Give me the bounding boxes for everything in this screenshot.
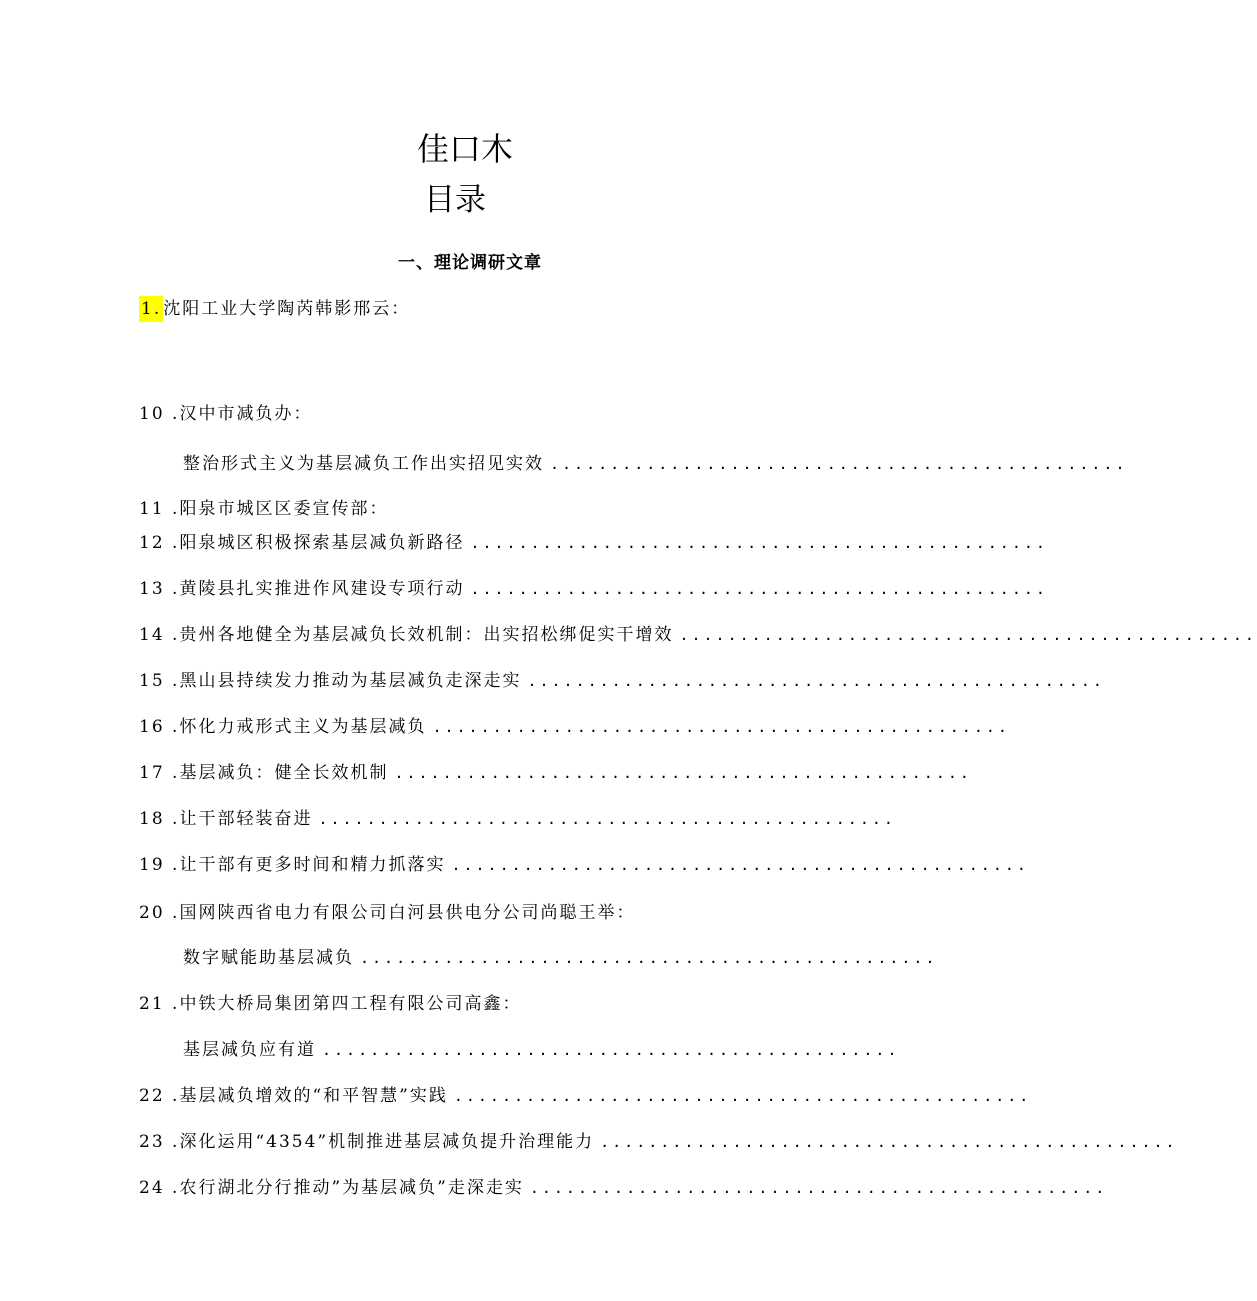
dot-leader: ................................................ [451, 856, 1029, 874]
toc-entry [139, 668, 1105, 694]
entry-text: 让干部轻装奋进 [179, 809, 313, 829]
entry-number: 22 . [139, 1086, 180, 1106]
dot-leader: ................................................ [550, 455, 1128, 473]
toc-entry [139, 714, 1010, 740]
entry-text: 数字赋能助基层减负 [183, 948, 354, 968]
entry-number-highlighted: 1. [139, 296, 163, 322]
dot-leader: ................................................ [360, 949, 938, 967]
dot-leader: ................................................ [529, 1179, 1108, 1197]
dot-leader: ................................................ [527, 672, 1105, 690]
dot-leader: ................................................ [318, 810, 896, 828]
entry-number: 23 . [139, 1132, 180, 1152]
toc-entry [139, 496, 848, 522]
dot-leader: ................................................ [470, 580, 1048, 598]
toc-entry [183, 1037, 900, 1063]
section-heading: 一、理论调研文章 [398, 253, 542, 273]
entry-text: 基层减负：健全长效机制 [179, 763, 389, 783]
dot-leader: ................................................ [470, 534, 1048, 552]
toc-entry [139, 1129, 1178, 1155]
dot-leader: ................................................ [679, 626, 1257, 644]
toc-entry [139, 622, 1257, 648]
entry-number: 24 . [139, 1178, 180, 1198]
toc-entry [139, 806, 896, 832]
entry-text: 怀化力戒形式主义为基层减负 [179, 717, 427, 737]
entry-text: 让干部有更多时间和精力抓落实 [179, 855, 446, 875]
toc-entry [183, 451, 1128, 477]
toc-entry [139, 760, 972, 786]
toc-entry [139, 296, 848, 322]
toc-entry [139, 852, 1029, 878]
toc-title: 目录 [424, 182, 486, 218]
dot-leader: ................................................ [600, 1133, 1178, 1151]
entry-number: 14 . [139, 625, 180, 645]
toc-entry [139, 900, 848, 926]
entry-text: 汉中市减负办： [179, 404, 313, 424]
entry-number: 15 . [139, 671, 180, 691]
entry-text: 整治形式主义为基层减负工作出实招见实效 [183, 454, 544, 474]
entry-text: 深化运用“4354”机制推进基层减负提升治理能力 [179, 1132, 595, 1152]
entry-text: 中铁大桥局集团第四工程有限公司高鑫： [179, 994, 522, 1014]
entry-number: 11 . [139, 499, 180, 519]
entry-text: 农行湖北分行推动”为基层减负”走深走实 [179, 1178, 524, 1198]
entry-number: 16 . [139, 717, 180, 737]
dot-leader: ................................................ [432, 718, 1010, 736]
dot-leader: ................................................ [394, 764, 972, 782]
toc-entry [139, 1083, 1032, 1109]
toc-entry [139, 1175, 1108, 1201]
dot-leader: ................................................ [453, 1087, 1032, 1105]
toc-entry [139, 401, 848, 427]
entry-text: 阳泉城区积极探索基层减负新路径 [179, 533, 465, 553]
entry-number: 10 . [139, 404, 180, 424]
entry-number: 18 . [139, 809, 180, 829]
document-title: 佳口木 [416, 130, 513, 168]
toc-entry [139, 991, 848, 1017]
entry-text: 沈阳工业大学陶芮韩影邢云： [163, 299, 411, 319]
entry-number: 13 . [139, 579, 180, 599]
entry-number: 12 . [139, 533, 180, 553]
entry-number: 17 . [139, 763, 180, 783]
entry-text: 贵州各地健全为基层减负长效机制：出实招松绑促实干增效 [179, 625, 674, 645]
toc-entry [183, 945, 938, 971]
entry-number: 19 . [139, 855, 180, 875]
entry-text: 黑山县持续发力推动为基层减负走深走实 [179, 671, 522, 691]
toc-entry [139, 576, 1048, 602]
entry-text: 基层减负增效的“和平智慧”实践 [179, 1086, 448, 1106]
entry-text: 阳泉市城区区委宣传部： [179, 499, 389, 519]
entry-number: 21 . [139, 994, 180, 1014]
entry-number: 20 . [139, 903, 180, 923]
dot-leader: ................................................ [322, 1041, 900, 1059]
toc-entry [139, 530, 1048, 556]
entry-text: 国网陕西省电力有限公司白河县供电分公司尚聪王举： [179, 903, 636, 923]
entry-text: 黄陵县扎实推进作风建设专项行动 [179, 579, 465, 599]
entry-text: 基层减负应有道 [183, 1040, 316, 1060]
